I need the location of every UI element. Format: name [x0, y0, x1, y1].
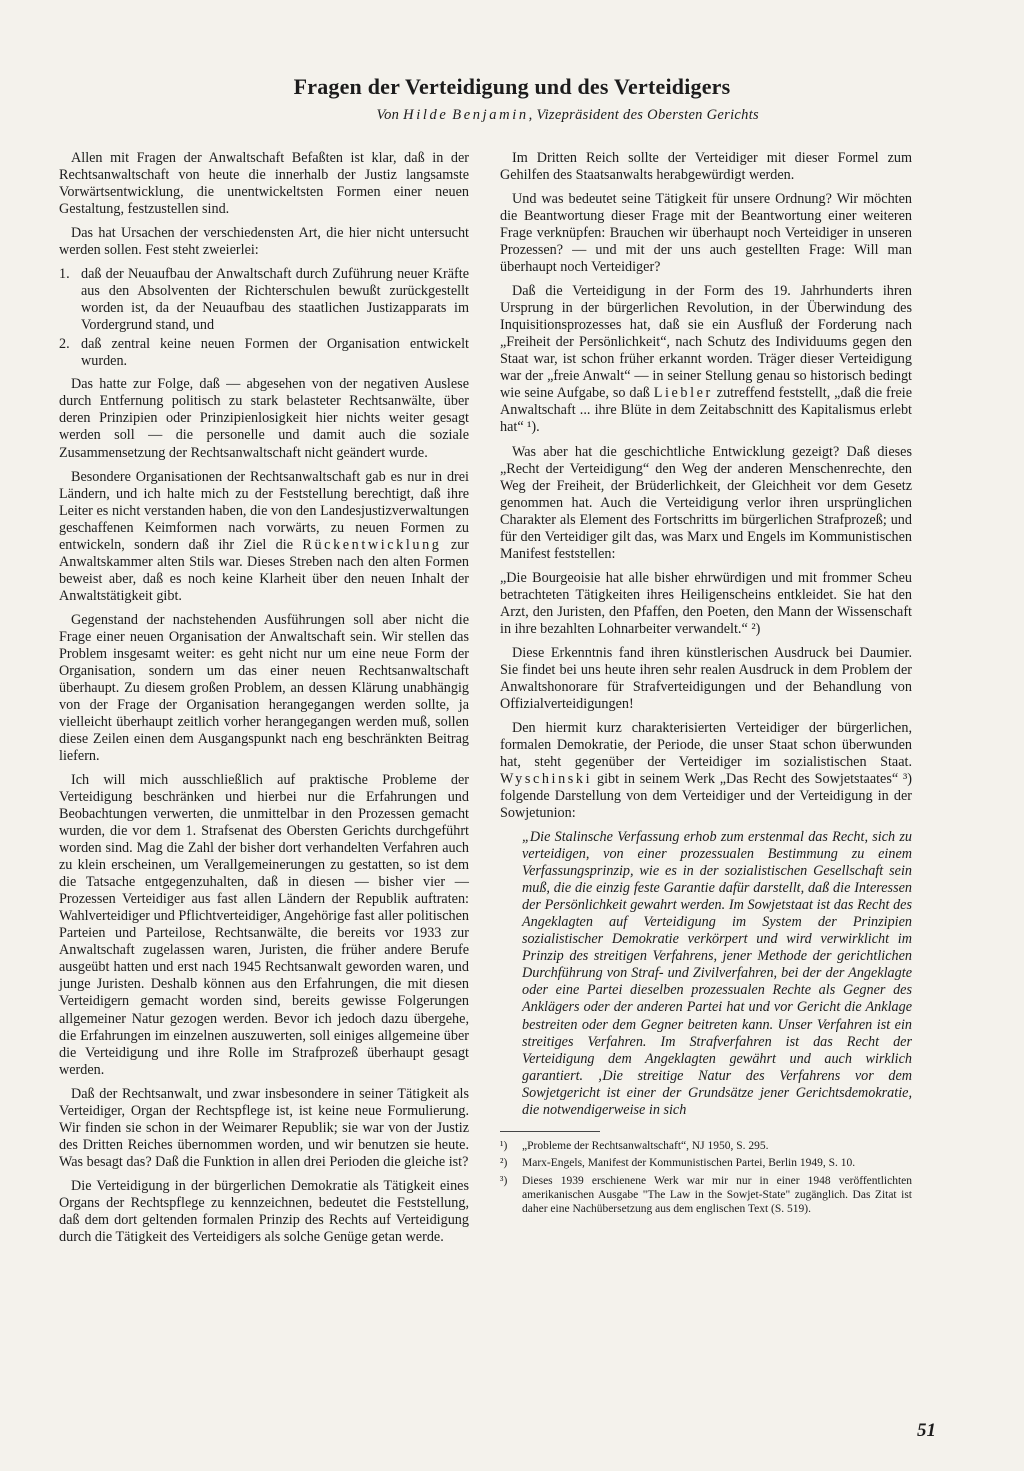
paragraph: Im Dritten Reich sollte der Verteidiger mit dieser Formel zum Gehilfen des Staatsanwalts herabgewürdigt werden. [500, 150, 912, 184]
list-text: daß der Neuaufbau der Anwaltschaft durch Zuführung neuer Kräfte aus den Absolventen der Richterschulen bewußt zurückgestellt worden ist, da der Neuaufbau des staatlichen Justizapparats im Vordergrund stand, und [81, 266, 469, 334]
spaced-name: Wyschinski [500, 771, 593, 788]
byline-prefix: Von [376, 107, 400, 123]
footnote [500, 1140, 912, 1154]
text-run: zur Anwaltskammer alten Stils war. Dieses Streben nach den alten Formen beweist aber, daß es noch keine Klarheit über den neuen Inhalt der Anwaltstätigkeit gibt. [59, 536, 470, 604]
list-text: daß zentral keine neuen Formen der Organisation entwickelt wurden. [81, 336, 469, 370]
footnote-text: „Probleme der Rechtsanwaltschaft“, NJ 1950, S. 295. [522, 1139, 769, 1152]
list-number: 1. [59, 266, 70, 283]
paragraph: Ich will mich ausschließlich auf praktische Probleme der Verteidigung beschränken und hierbei nur die Erfahrungen und Beobachtungen verwerten, die unmittelbar in den Prozessen gemacht wurden, die vor dem 1. Strafsenat des Obersten Gerichts durchgeführt worden sind. Mag die Zahl der bisher dort verhandelten Verfahren auch zu klein erscheinen, um Verallgemeinerungen zu gestatten, so ist dem die Tatsache entgegenzuhalten, daß in diesen — bisher vier — Prozessen Verteidiger aus fast allen Ländern der Republik auftraten: Wahlverteidiger und Pflichtverteidiger, Angehörige fast aller politischen Parteien und Parteilose, Rechtsanwälte, die bereits vor 1933 zur Anwaltschaft zugelassen waren, Juristen, die früher andere Berufe ausgeübt hatten und erst nach 1945 Rechtsanwalt geworden waren, und junge Juristen. Deshalb können aus den Erfahrungen, die mit diesen Verteidigern gemacht worden sind, bereits gewisse Folgerungen allgemeiner Natur gezogen werden. Bevor ich jedoch dazu übergehe, die Erfahrungen im einzelnen auszuwerten, soll einiges allgemeine über die Verteidigung und ihre Rolle im Strafprozeß überhaupt gesagt werden. [59, 772, 469, 1078]
footnote-text: Marx-Engels, Manifest der Kommunistischen Partei, Berlin 1949, S. 10. [522, 1157, 856, 1170]
paragraph [500, 720, 912, 822]
paragraph: Allen mit Fragen der Anwaltschaft Befaßten ist klar, daß in der Rechtsanwaltschaft von heute die innerhalb der Justiz langsamste Vorwärtsentwicklung, die unentwickeltsten Formen einer neuen Gestaltung, festzustellen sind. [59, 150, 469, 218]
footnote-mark: ²) [500, 1157, 508, 1170]
footnote-text: Dieses 1939 erschienene Werk war mir nur in einer 1948 veröffentlichten amerikanischen Ausgabe "The Law in the Sowjet-State" zugänglich. Das Zitat ist daher eine Nachübersetzung aus dem englischen Text (S. 519). [522, 1175, 912, 1215]
text-run: Daß die Verteidigung in der Form des 19. Jahrhunderts ihren Ursprung in der bürgerlichen Revolution, in der Überwindung des Inquisitionsprozesses hat, daß sie ein Ausfluß der Forderung nach „Freiheit der Persönlichkeit“, nach Schutz des Individuums gegen den Staat war, ist schon früher erkannt worden. Träger dieser Verteidigung war der „freie Anwalt“ — in seiner Stellung genau so historisch bedingt wie seine Aufgabe, so daß [500, 283, 912, 402]
byline [377, 107, 759, 124]
footnote-mark: ¹) [500, 1139, 508, 1152]
paragraph: Was aber hat die geschichtliche Entwicklung gezeigt? Daß dieses „Recht der Verteidigung“ den Weg der anderen Menschenrechte, den Weg der Freiheit, der Brüderlichkeit, der Gleichheit vor dem Gesetz genommen hat. Auch die Verteidigung verlor ihren ursprünglichen Charakter als Element des Fortschritts im bürgerlichen Strafprozeß; und für den Verteidiger gilt das, was Marx und Engels im Kommunistischen Manifest feststellen: [500, 443, 912, 562]
paragraph: Die Verteidigung in der bürgerlichen Demokratie als Tätigkeit eines Organs der Rechtspflege zu kennzeichnen, bedeutet die Feststellung, daß dem dort geltenden formalen Prinzip des Rechts auf Verteidigung durch die Tätigkeit des Verteidigers als solche Genüge getan werde. [59, 1177, 469, 1245]
paragraph [500, 283, 912, 436]
page-number: 51 [917, 1420, 936, 1441]
text-run: zutreffend feststellt, „daß die freie Anwaltschaft ... ihre Blüte in dem Zeitabschnitt des Kapitalismus erlebt hat“ ¹). [500, 385, 913, 436]
paragraph: Das hatte zur Folge, daß — abgesehen von der negativen Auslese durch Entfernung politisch zu stark belasteter Rechtsanwälte, über deren Prinzipien oder Prinzipienlosigkeit hier nichts weiter gesagt werden soll — die personelle und damit auch die soziale Zusammensetzung der Rechtsanwaltschaft nicht geändert wurde. [59, 376, 469, 461]
list-item [59, 336, 469, 370]
paragraph: Diese Erkenntnis fand ihren künstlerischen Ausdruck bei Daumier. Sie findet bei uns heute ihren sehr realen Ausdruck in dem Problem der Anwaltshonorare für Strafverteidigungen und der Behandlung von Offizialverteidigungen! [500, 644, 912, 712]
footnote [500, 1157, 912, 1171]
paragraph: Und was bedeutet seine Tätigkeit für unsere Ordnung? Wir möchten die Beantwortung dieser Frage mit der Beantwortung einer weiteren Frage verknüpfen: Brauchen wir überhaupt noch Verteidiger in unseren Prozessen? — und mit der uns auch gestellten Frage: Will man überhaupt noch Verteidiger? [500, 191, 912, 276]
author-last-name: Benjamin [452, 107, 529, 123]
list-number: 2. [59, 336, 70, 353]
block-quote: „Die Bourgeoisie hat alle bisher ehrwürdigen und mit frommer Scheu betrachteten Tätigkeiten ihres Heiligenscheins entkleidet. Sie hat den Arzt, den Juristen, den Pfaffen, den Poeten, den Mann der Wissenschaft in ihre bezahlten Lohnarbeiter verwandelt.“ ²) [500, 569, 912, 637]
italic-quote: „Die Stalinsche Verfassung erhob zum erstenmal das Recht, sich zu verteidigen, von einer prozessualen Bestimmung zu einem Verfassungsprinzip, wie es in der sozialistischen Gesellschaft sein muß, die die einzig feste Garantie dafür darstellt, daß die Interessen der Persönlichkeit gewahrt werden. Im Sowjetstaat ist das Recht des Angeklagten auf Verteidigung im System der Prinzipien sozialistischer Demokratie verkörpert und wird verwirklicht im Prinzip des streitigen Verfahrens, jener Methode der gerichtlichen Durchführung von Straf- und Zivilverfahren, bei der der Angeklagte oder eine Partei dieselben prozessualen Rechte als Gegner des Anklägers oder der anderen Partei hat und vor Gericht die Anklage bestreiten oder dem Gegner beitreten kann. Unser Verfahren ist ein streitiges Verfahren. Im Strafverfahren ist das Recht der Verteidigung dem Angeklagten gewährt und auch wirklich garantiert. ‚Die streitige Natur des Verfahrens vor dem Sowjetgericht ist einer der Grundsätze jener Gerichtsdemokratie, die notwendigerweise in sich [522, 829, 912, 1118]
list-item [59, 266, 469, 334]
paragraph: Daß der Rechtsanwalt, und zwar insbesondere in seiner Tätigkeit als Verteidiger, Organ der Rechtspflege ist, ist keine neue Formulierung. Wir finden sie schon in der Weimarer Republik; sie war von der Justiz des Dritten Reiches übernommen worden, und wir benutzen sie heute. Was besagt das? Daß die Funktion in allen drei Perioden die gleiche ist? [59, 1085, 469, 1170]
footnote [500, 1175, 912, 1216]
author-first-name: Hilde [403, 107, 449, 123]
text-run: Besondere Organisationen der Rechtsanwaltschaft gab es nur in drei Ländern, und ich halte mich zu der Feststellung berechtigt, daß ihre Leiter es nicht verstanden haben, die von den Landesjustizverwaltungen geschaffenen Keimformen nach vorwärts, zu neuen Formen zu entwickeln, sondern daß ihr Ziel die [59, 468, 469, 553]
right-column [500, 150, 912, 1221]
footnote-divider [500, 1131, 600, 1132]
footnote-mark: ³) [500, 1175, 508, 1188]
text-run: gibt in seinem Werk „Das Recht des Sowjetstaates“ ³) folgende Darstellung von dem Verteidiger und der Verteidigung in der Sowjetunion: [500, 771, 912, 822]
spaced-term: Rückentwicklung [302, 536, 442, 553]
paragraph: Das hat Ursachen der verschiedensten Art, die hier nicht untersucht werden sollen. Fest steht zweierlei: [59, 225, 469, 259]
left-column [59, 150, 469, 1253]
spaced-name: Liebler [653, 385, 713, 402]
text-run: Den hiermit kurz charakterisierten Verteidiger der bürgerlichen, formalen Demokratie, der Periode, die unser Staat schon überwunden hat, steht gegenüber der Verteidiger im sozialistischen Staat. [500, 719, 912, 771]
author-role: , Vizepräsident des Obersten Gerichts [528, 107, 759, 123]
numbered-list [59, 266, 469, 370]
article-title: Fragen der Verteidigung und des Verteidigers [293, 74, 731, 99]
paragraph: Gegenstand der nachstehenden Ausführungen soll aber nicht die Frage einer neuen Organisation der Anwaltschaft sein. Wir stellen das Problem insgesamt weiter: es geht nicht nur um eine neue Form der Organisation, sondern um das einer neuen Rechtsanwaltschaft überhaupt. Zu diesem großen Problem, an dessen Klärung unabhängig von der Frage der Organisation herangegangen werden sollte, ja vielleicht überhaupt zeitlich vorher herangegangen werden muß, sollen diese Zeilen einen dem Ausgangspunkt nach eng beschränkten Beitrag liefern. [59, 611, 469, 765]
paragraph [59, 469, 469, 605]
